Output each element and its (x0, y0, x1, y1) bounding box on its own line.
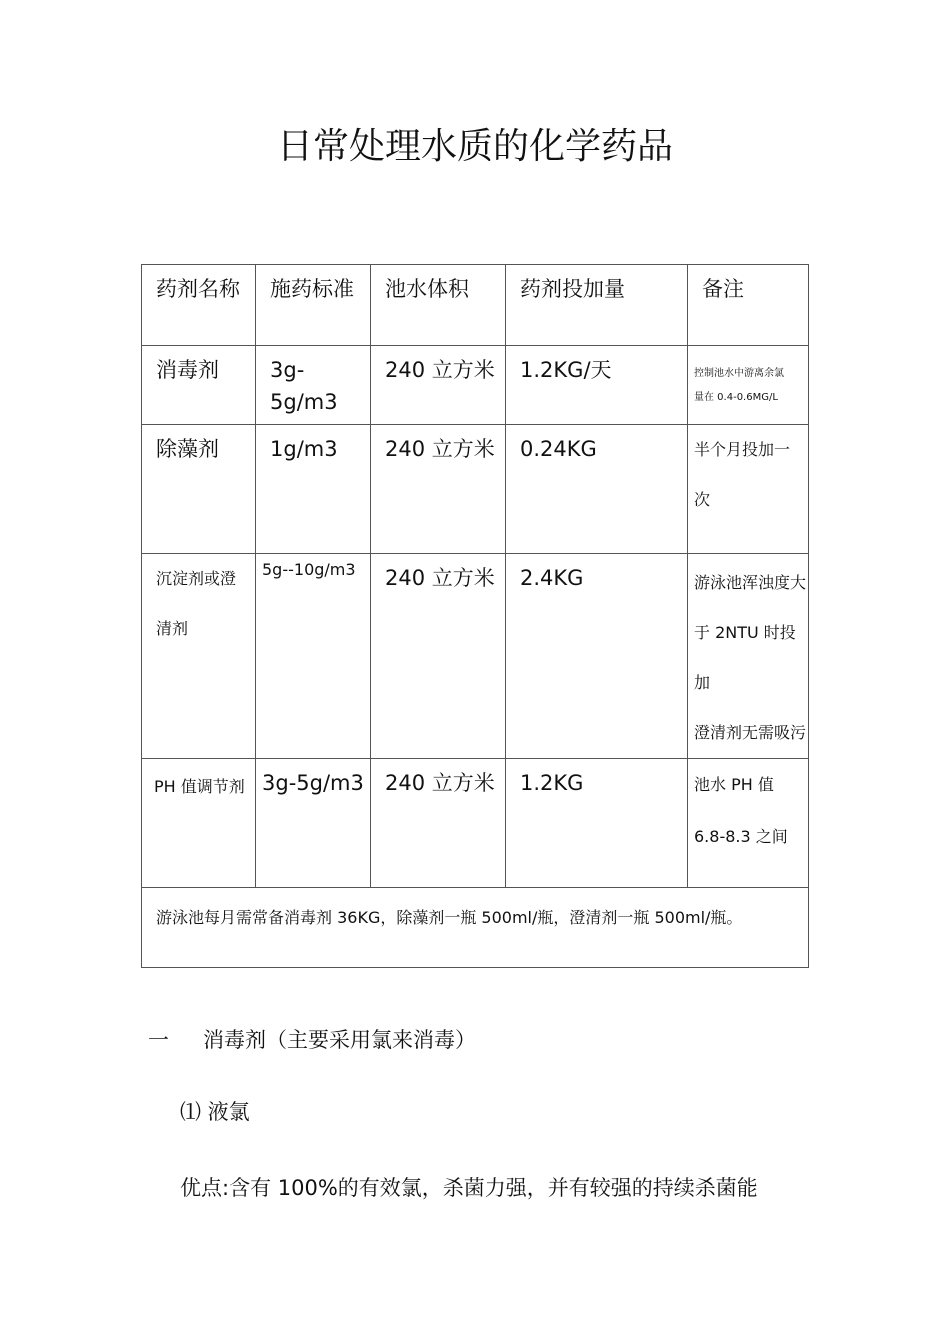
cell-standard: 5g--10g/m3 (256, 554, 371, 759)
table-row (142, 346, 809, 425)
table-summary-row (142, 888, 809, 968)
cell-volume: 240 立方米 (371, 759, 506, 888)
note-text: 6.8-8.3 之间 (694, 827, 788, 846)
note-text: 次 (694, 490, 711, 509)
note-line (694, 354, 808, 410)
cell-volume: 240 立方米 (371, 346, 506, 425)
header-cell-standard: 施药标准 (256, 265, 371, 346)
header-cell-note: 备注 (688, 265, 809, 346)
cell-dosage: 1.2KG (506, 759, 688, 888)
table-row (142, 759, 809, 888)
note-text: 半个月投加一 (694, 440, 791, 459)
page-title: 日常处理水质的化学药品 (276, 126, 673, 167)
note-text: 池水 PH 值 (694, 775, 774, 794)
summary-cell: 游泳池每月需常备消毒剂 36KG，除藻剂一瓶 500ml/瓶，澄清剂一瓶 500ml/瓶。 (142, 888, 809, 968)
subsection-heading: ⑴ 液氯 (180, 1100, 250, 1124)
table-row (142, 554, 809, 759)
section-title: 消毒剂（主要采用氯来消毒） (203, 1028, 476, 1052)
section-number: 一 (148, 1028, 169, 1052)
table-row (142, 425, 809, 554)
chemical-table (141, 264, 809, 968)
note-text: 澄清剂无需吸污 (694, 723, 807, 742)
cell-name: 消毒剂 (142, 346, 256, 425)
section-heading (148, 1024, 476, 1056)
cell-name (142, 554, 256, 759)
cell-dosage: 0.24KG (506, 425, 688, 554)
cell-standard: 3g-5g/m3 (256, 346, 371, 425)
cell-dosage: 2.4KG (506, 554, 688, 759)
name-text: 清剂 (156, 619, 189, 638)
cell-note (688, 554, 809, 759)
cell-note (688, 759, 809, 888)
cell-volume: 240 立方米 (371, 554, 506, 759)
note-text: 控制池水中游离余氯 (694, 368, 784, 379)
note-text: 量在 0.4-0.6MG/L (694, 392, 778, 403)
cell-note (688, 425, 809, 554)
note-text: 于 2NTU 时投加 (694, 623, 796, 692)
cell-dosage: 1.2KG/天 (506, 346, 688, 425)
cell-name: 除藻剂 (142, 425, 256, 554)
cell-volume: 240 立方米 (371, 425, 506, 554)
name-text: 沉淀剂或澄 (156, 569, 237, 588)
header-cell-name: 药剂名称 (142, 265, 256, 346)
cell-name: PH 值调节剂 (142, 759, 256, 888)
cell-note (688, 346, 809, 425)
table-header-row (142, 265, 809, 346)
paragraph: 优点:含有 100%的有效氯，杀菌力强，并有较强的持续杀菌能 (180, 1176, 758, 1200)
note-text: 游泳池浑浊度大 (694, 573, 807, 592)
header-cell-dosage: 药剂投加量 (506, 265, 688, 346)
cell-standard: 1g/m3 (256, 425, 371, 554)
cell-standard: 3g-5g/m3 (256, 759, 371, 888)
header-cell-volume: 池水体积 (371, 265, 506, 346)
